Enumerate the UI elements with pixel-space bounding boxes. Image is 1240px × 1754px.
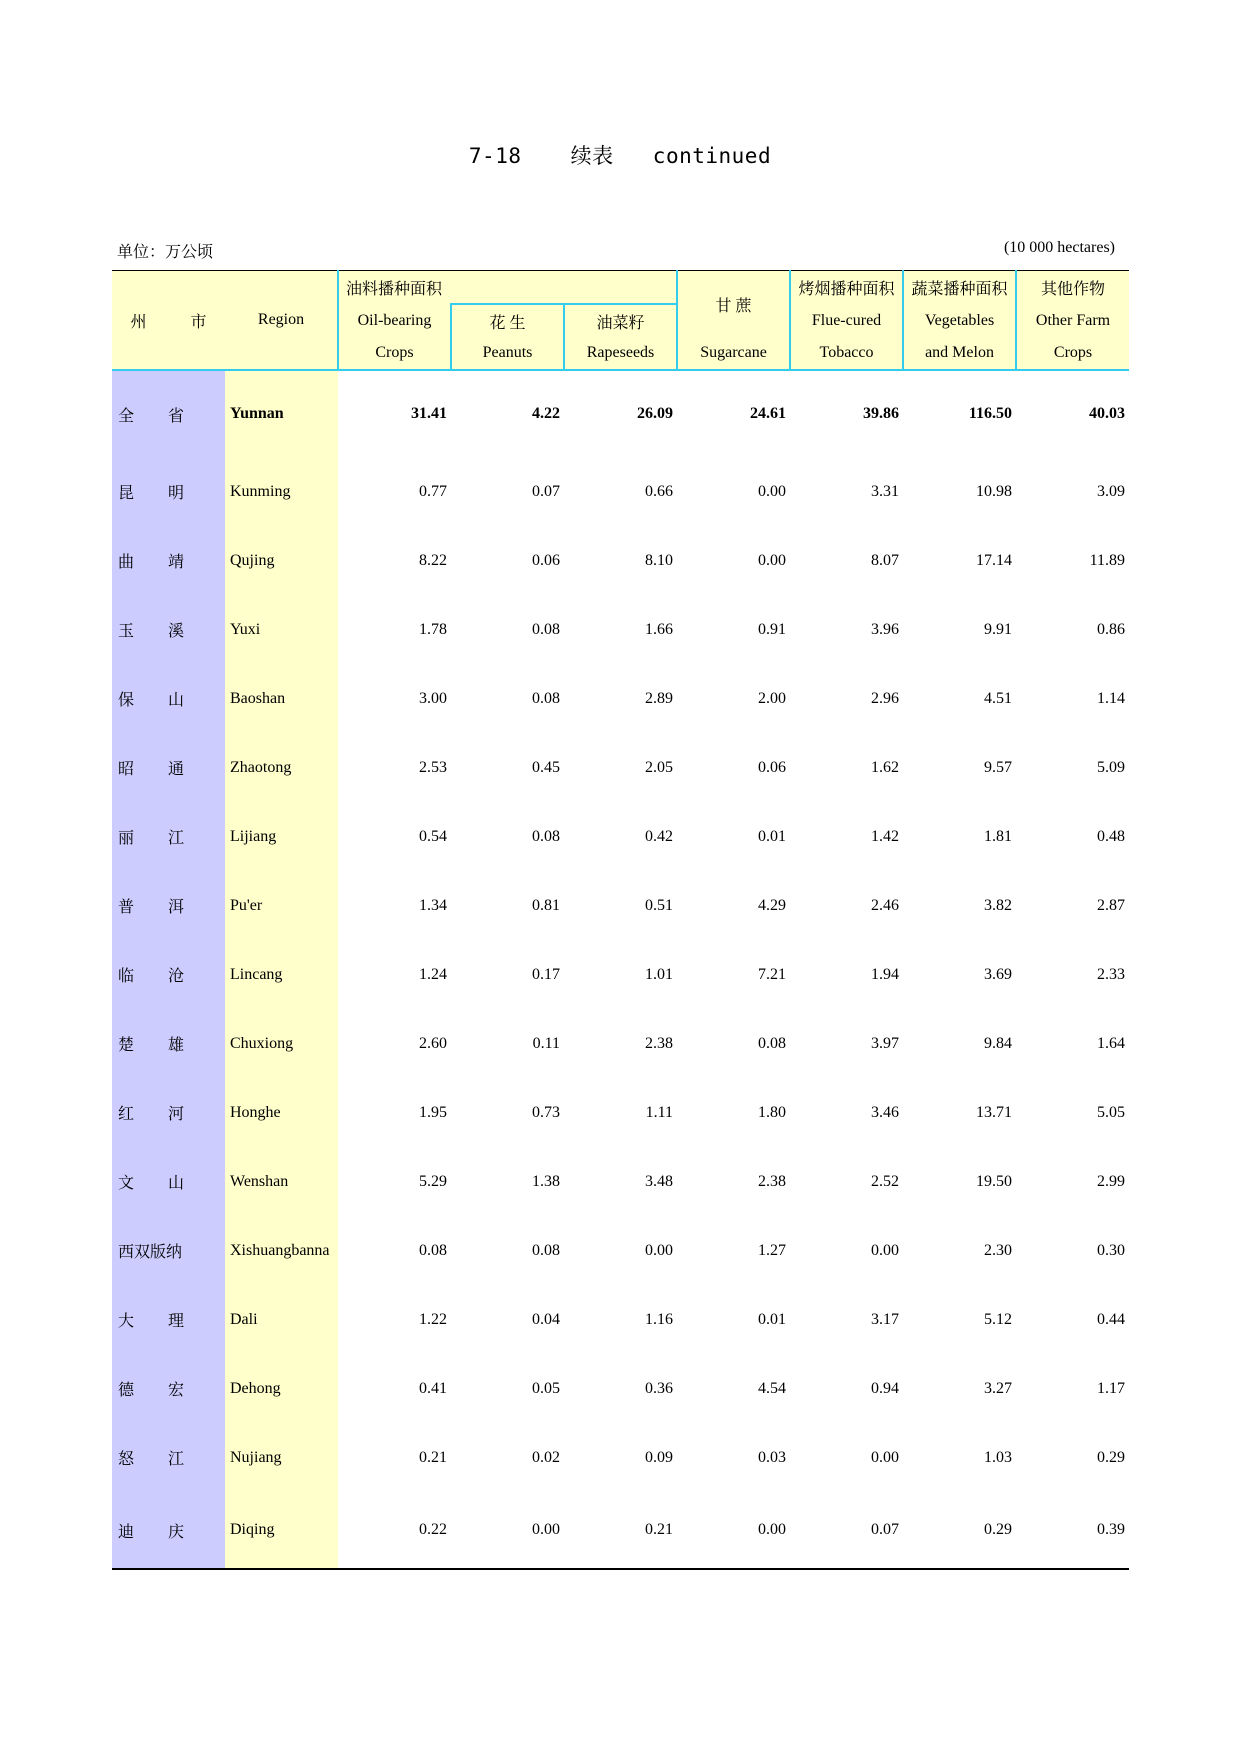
region-name-cn-part1: 西双版纳	[118, 1244, 183, 1261]
region-name-en: Yunnan	[225, 370, 338, 457]
value-cell: 3.31	[871, 482, 900, 500]
value-cell: 19.50	[976, 1172, 1013, 1190]
region-name-cn-part2: 沧	[168, 968, 185, 985]
region-name-cn-part2: 雄	[168, 1037, 185, 1054]
value-cell: 8.07	[871, 551, 900, 569]
value-cell: 0.77	[419, 482, 447, 500]
region-name-cn	[112, 1285, 225, 1354]
title-continued-cn: 续表	[570, 144, 614, 168]
value-cell: 1.34	[419, 896, 447, 914]
table-row	[112, 1009, 1129, 1078]
value-cell: 40.03	[1089, 405, 1126, 422]
table-body	[112, 370, 1129, 1569]
value-cell: 5.09	[1097, 758, 1126, 776]
value-cell: 3.48	[645, 1172, 674, 1190]
value-cell: 0.91	[758, 620, 787, 638]
value-cell: 0.07	[790, 1492, 903, 1569]
value-cell: 0.00	[758, 551, 787, 569]
region-name-cn-part1: 玉	[118, 623, 135, 640]
value-cell: 8.10	[645, 551, 674, 569]
value-cell: 0.07	[532, 482, 560, 500]
value-cell: 0.30	[1097, 1241, 1126, 1259]
region-name-en: Nujiang	[225, 1423, 338, 1492]
value-cell: 2.38	[758, 1172, 787, 1190]
header-oil-cn: 油料播种面积	[338, 271, 677, 305]
table-row	[112, 733, 1129, 802]
value-cell: 1.24	[419, 965, 447, 983]
table-row	[112, 1147, 1129, 1216]
region-name-cn-part1: 普	[118, 899, 135, 916]
region-name-cn	[112, 526, 225, 595]
value-cell: 0.48	[1097, 827, 1126, 845]
value-cell: 4.54	[758, 1379, 787, 1397]
value-cell: 0.94	[871, 1379, 900, 1397]
header-rape-cn: 油菜籽	[564, 304, 677, 337]
region-name-en: Dali	[225, 1285, 338, 1354]
value-cell: 1.81	[984, 827, 1013, 845]
region-name-cn	[112, 1009, 225, 1078]
value-cell: 2.87	[1097, 896, 1126, 914]
value-cell: 1.03	[984, 1448, 1013, 1466]
region-name-en: Baoshan	[225, 664, 338, 733]
value-cell: 31.41	[411, 405, 447, 422]
header-region-cn-a: 州	[130, 313, 147, 331]
table-row	[112, 526, 1129, 595]
value-cell: 4.51	[984, 689, 1013, 707]
table-row	[112, 1354, 1129, 1423]
region-name-cn	[112, 1216, 225, 1285]
value-cell: 0.42	[645, 827, 674, 845]
value-cell: 2.89	[645, 689, 674, 707]
value-cell: 1.66	[645, 620, 674, 638]
table-row	[112, 1492, 1129, 1569]
region-name-cn-part2: 江	[168, 1451, 185, 1468]
value-cell: 2.53	[419, 758, 447, 776]
table-row	[112, 1423, 1129, 1492]
value-cell: 0.06	[532, 551, 560, 569]
value-cell: 2.96	[871, 689, 900, 707]
table-row	[112, 457, 1129, 526]
value-cell: 1.16	[645, 1310, 674, 1328]
value-cell: 8.22	[419, 551, 447, 569]
value-cell: 1.62	[871, 758, 900, 776]
value-cell: 0.02	[532, 1448, 560, 1466]
value-cell: 1.64	[1097, 1034, 1126, 1052]
value-cell: 1.27	[758, 1241, 787, 1259]
region-name-cn-part2: 庆	[168, 1523, 185, 1541]
region-name-cn-part1: 曲	[118, 554, 135, 571]
value-cell: 3.96	[871, 620, 900, 638]
region-name-en: Lincang	[225, 940, 338, 1009]
region-name-cn	[112, 940, 225, 1009]
value-cell: 0.00	[451, 1492, 564, 1569]
value-cell: 1.14	[1097, 689, 1126, 707]
header-veg-en1: Vegetables	[903, 304, 1016, 337]
value-cell: 116.50	[968, 405, 1013, 422]
value-cell: 0.06	[758, 758, 787, 776]
value-cell: 10.98	[976, 482, 1013, 500]
header-veg-cn: 蔬菜播种面积	[903, 271, 1016, 305]
value-cell: 0.41	[419, 1379, 447, 1397]
value-cell: 0.11	[532, 1034, 560, 1052]
value-cell: 0.00	[758, 482, 787, 500]
table-row	[112, 664, 1129, 733]
value-cell: 5.12	[984, 1310, 1013, 1328]
value-cell: 1.22	[419, 1310, 447, 1328]
value-cell: 2.46	[871, 896, 900, 914]
value-cell: 1.11	[645, 1103, 674, 1121]
table-header	[112, 271, 1129, 371]
header-oil-en1: Oil-bearing	[338, 304, 451, 337]
region-name-cn-part2: 山	[168, 1175, 185, 1192]
region-name-cn-part1: 楚	[118, 1037, 135, 1054]
table-row	[112, 940, 1129, 1009]
value-cell: 3.00	[419, 689, 447, 707]
value-cell: 5.29	[419, 1172, 447, 1190]
region-name-cn-part2: 通	[168, 761, 185, 778]
header-tobacco-en1: Flue-cured	[790, 304, 903, 337]
value-cell: 0.01	[758, 827, 787, 845]
region-name-cn-part2: 河	[168, 1106, 185, 1123]
region-name-cn-part2: 溪	[168, 623, 185, 640]
value-cell: 0.00	[645, 1241, 674, 1259]
value-cell: 1.17	[1097, 1379, 1126, 1397]
header-other-cn: 其他作物	[1016, 271, 1129, 305]
region-name-cn	[112, 1423, 225, 1492]
statistics-table	[112, 270, 1129, 1570]
region-name-cn	[112, 664, 225, 733]
region-name-en: Qujing	[225, 526, 338, 595]
region-name-cn-part1: 文	[118, 1175, 135, 1192]
table-row	[112, 1285, 1129, 1354]
value-cell: 0.86	[1097, 620, 1126, 638]
value-cell: 5.05	[1097, 1103, 1126, 1121]
value-cell: 0.05	[532, 1379, 560, 1397]
header-region-cn-b: 市	[190, 313, 207, 331]
value-cell: 2.05	[645, 758, 674, 776]
value-cell: 0.03	[758, 1448, 787, 1466]
value-cell: 2.52	[871, 1172, 900, 1190]
region-name-en: Lijiang	[225, 802, 338, 871]
value-cell: 4.22	[532, 405, 560, 422]
value-cell: 0.44	[1097, 1310, 1126, 1328]
region-name-cn-part2: 理	[168, 1313, 185, 1330]
region-name-en: Yuxi	[225, 595, 338, 664]
value-cell: 0.66	[645, 482, 674, 500]
header-peanut-en: Peanuts	[451, 337, 564, 370]
header-other-en2: Crops	[1016, 337, 1129, 370]
value-cell: 1.01	[645, 965, 674, 983]
region-name-cn-part1: 临	[118, 968, 135, 985]
header-rape-en: Rapeseeds	[564, 337, 677, 370]
value-cell: 1.38	[532, 1172, 560, 1190]
value-cell: 9.84	[984, 1034, 1013, 1052]
value-cell: 0.01	[758, 1310, 787, 1328]
value-cell: 17.14	[976, 551, 1013, 569]
value-cell: 0.29	[903, 1492, 1016, 1569]
value-cell: 0.45	[532, 758, 560, 776]
value-cell: 1.42	[871, 827, 900, 845]
region-name-cn	[112, 595, 225, 664]
region-name-cn-part2: 山	[168, 692, 185, 709]
value-cell: 1.80	[758, 1103, 787, 1121]
table-row	[112, 871, 1129, 940]
region-name-en: Kunming	[225, 457, 338, 526]
value-cell: 2.30	[984, 1241, 1013, 1259]
table-number: 7-18	[468, 144, 522, 168]
region-name-cn-part2: 靖	[168, 554, 185, 571]
value-cell: 0.39	[1016, 1492, 1129, 1569]
region-name-cn	[112, 871, 225, 940]
table-row	[112, 802, 1129, 871]
value-cell: 2.99	[1097, 1172, 1126, 1190]
unit-label-cn: 单位：万公顷	[117, 244, 214, 261]
header-peanut-cn: 花 生	[451, 304, 564, 337]
header-tobacco-en2: Tobacco	[790, 337, 903, 370]
region-name-cn-part1: 德	[118, 1382, 135, 1399]
header-sugar-cn: 甘 蔗	[677, 271, 790, 338]
value-cell: 3.82	[984, 896, 1013, 914]
region-name-en: Zhaotong	[225, 733, 338, 802]
header-sugar-en: Sugarcane	[677, 337, 790, 370]
header-veg-en2: and Melon	[903, 337, 1016, 370]
region-name-en: Honghe	[225, 1078, 338, 1147]
value-cell: 0.17	[532, 965, 560, 983]
table-row	[112, 1078, 1129, 1147]
region-name-cn-part1: 保	[118, 692, 135, 709]
value-cell: 1.95	[419, 1103, 447, 1121]
region-name-cn-part2: 省	[168, 407, 185, 425]
unit-label-en: (10 000 hectares)	[1003, 239, 1115, 256]
value-cell: 2.33	[1097, 965, 1126, 983]
region-name-en: Pu'er	[225, 871, 338, 940]
value-cell: 3.46	[871, 1103, 900, 1121]
value-cell: 9.57	[984, 758, 1013, 776]
value-cell: 3.97	[871, 1034, 900, 1052]
region-name-cn	[112, 733, 225, 802]
table-row	[112, 595, 1129, 664]
header-region-en: Region	[257, 311, 305, 328]
value-cell: 0.00	[677, 1492, 790, 1569]
region-name-cn	[112, 1354, 225, 1423]
region-name-en: Chuxiong	[225, 1009, 338, 1078]
value-cell: 0.81	[532, 896, 560, 914]
value-cell: 0.08	[532, 827, 560, 845]
value-cell: 0.09	[645, 1448, 674, 1466]
value-cell: 11.89	[1089, 551, 1126, 569]
region-name-en: Dehong	[225, 1354, 338, 1423]
region-name-cn-part1: 红	[118, 1106, 135, 1123]
value-cell: 7.21	[758, 965, 787, 983]
region-name-cn-part1: 昭	[118, 761, 135, 778]
value-cell: 13.71	[976, 1103, 1013, 1121]
region-name-cn-part1: 迪	[118, 1523, 135, 1541]
region-name-cn	[112, 1078, 225, 1147]
region-name-cn-part2: 明	[168, 485, 185, 502]
value-cell: 0.51	[645, 896, 674, 914]
value-cell: 2.60	[419, 1034, 447, 1052]
value-cell: 24.61	[750, 405, 787, 422]
region-name-cn-part2: 江	[168, 830, 185, 847]
value-cell: 0.29	[1097, 1448, 1126, 1466]
region-name-cn-part2: 洱	[168, 899, 185, 916]
value-cell: 0.22	[338, 1492, 451, 1569]
value-cell: 0.00	[871, 1241, 900, 1259]
region-name-cn	[112, 802, 225, 871]
table-row	[112, 1216, 1129, 1285]
value-cell: 1.78	[419, 620, 447, 638]
table-title	[0, 140, 1240, 170]
title-continued-en: continued	[652, 144, 772, 168]
region-name-cn	[112, 370, 225, 457]
value-cell: 3.27	[984, 1379, 1013, 1397]
value-cell: 0.36	[645, 1379, 674, 1397]
region-name-cn	[112, 1492, 225, 1569]
value-cell: 26.09	[637, 405, 674, 422]
region-name-en: Diqing	[225, 1492, 338, 1569]
value-cell: 0.08	[532, 689, 560, 707]
value-cell: 0.08	[758, 1034, 787, 1052]
value-cell: 9.91	[984, 620, 1013, 638]
value-cell: 3.09	[1097, 482, 1126, 500]
value-cell: 0.21	[419, 1448, 447, 1466]
region-name-cn-part1: 全	[118, 407, 135, 425]
value-cell: 39.86	[863, 405, 900, 422]
value-cell: 2.00	[758, 689, 787, 707]
region-name-cn-part1: 昆	[118, 485, 135, 502]
value-cell: 0.04	[532, 1310, 560, 1328]
value-cell: 1.94	[871, 965, 900, 983]
region-name-cn-part1: 大	[118, 1313, 135, 1330]
region-name-cn-part2: 宏	[168, 1382, 185, 1399]
value-cell: 0.08	[532, 1241, 560, 1259]
region-name-en: Xishuangbanna	[225, 1216, 338, 1285]
header-tobacco-cn: 烤烟播种面积	[790, 271, 903, 305]
region-name-cn-part1: 丽	[118, 830, 135, 847]
value-cell: 0.21	[564, 1492, 677, 1569]
header-other-en1: Other Farm	[1016, 304, 1129, 337]
value-cell: 3.17	[871, 1310, 900, 1328]
value-cell: 0.00	[871, 1448, 900, 1466]
value-cell: 0.54	[419, 827, 447, 845]
value-cell: 3.69	[984, 965, 1013, 983]
table-row	[112, 370, 1129, 457]
region-name-cn-part1: 怒	[118, 1451, 135, 1468]
region-name-en: Wenshan	[225, 1147, 338, 1216]
header-oil-en2: Crops	[338, 337, 451, 370]
header-region-cn	[112, 271, 225, 371]
value-cell: 4.29	[758, 896, 787, 914]
region-name-cn	[112, 1147, 225, 1216]
value-cell: 2.38	[645, 1034, 674, 1052]
region-name-cn	[112, 457, 225, 526]
value-cell: 0.08	[532, 620, 560, 638]
value-cell: 0.73	[532, 1103, 560, 1121]
value-cell: 0.08	[419, 1241, 447, 1259]
